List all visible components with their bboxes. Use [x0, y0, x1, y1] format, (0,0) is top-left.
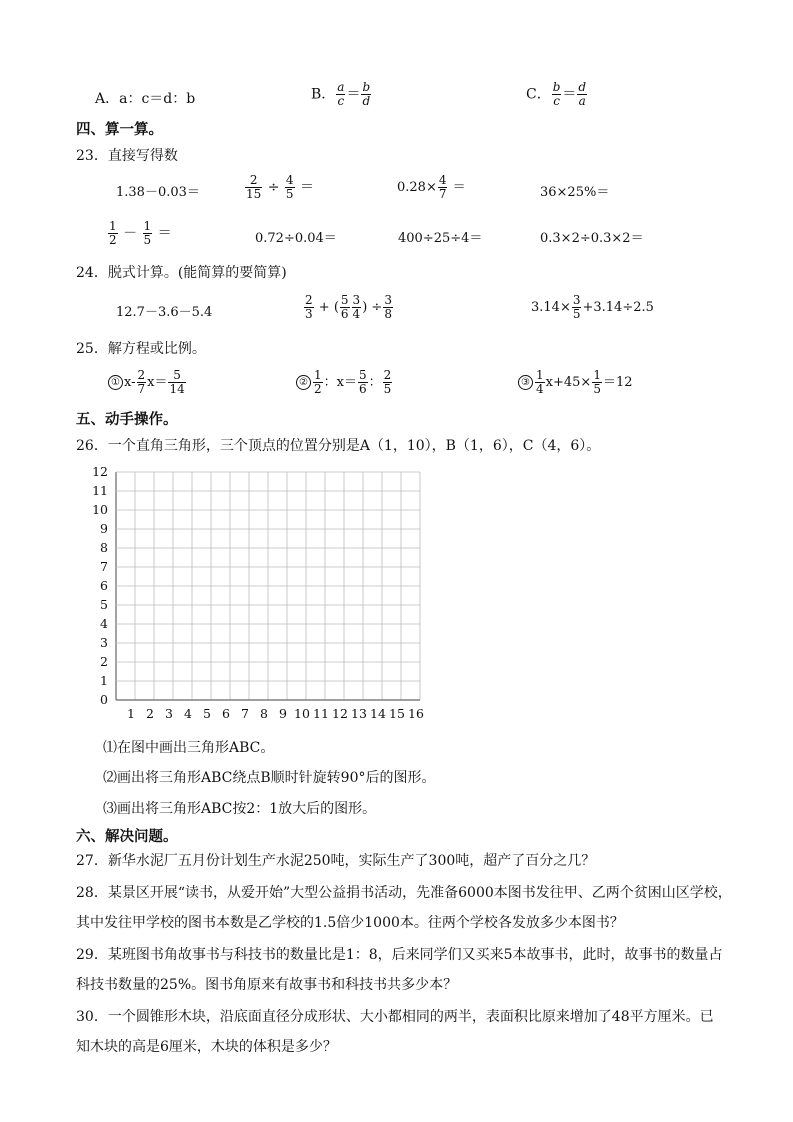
- x-axis-label: 15: [389, 706, 405, 721]
- equals: ＝: [300, 179, 315, 196]
- frac-num: 4: [438, 173, 447, 187]
- x-axis-label: 4: [184, 706, 192, 721]
- frac-num: 5: [168, 369, 185, 383]
- q29-line-1: 29．某班图书角故事书与科技书的数量比是1：8，后来同学们又买来5本故事书，此时，故事书的数量占: [76, 947, 723, 963]
- x-axis-label: 7: [241, 706, 249, 721]
- expr-text: x-: [124, 375, 136, 390]
- q23-expr-2: [244, 174, 314, 201]
- frac-den: 4: [536, 382, 544, 396]
- equals: ＝: [157, 225, 172, 242]
- frac-den: 5: [143, 233, 152, 247]
- option-c: [526, 81, 588, 108]
- q25-eq-2: [296, 369, 393, 396]
- section-6-title: 六、解决问题。: [76, 829, 178, 845]
- operator: ÷: [267, 179, 280, 196]
- frac-num: 2: [245, 174, 262, 188]
- x-axis-label: 12: [332, 706, 348, 721]
- frac-den: 14: [169, 382, 185, 396]
- operator: －: [123, 225, 138, 242]
- frac-num: 1: [314, 368, 322, 382]
- y-axis-label: 5: [100, 597, 108, 612]
- q30-line-1: 30．一个圆锥形木块，沿底面直径分成形状、大小都相同的两半，表面积比原来增加了48平方厘米。已: [76, 1009, 714, 1025]
- q25-title: 25．解方程或比例。: [76, 341, 206, 357]
- q24-title: 24．脱式计算。(能简算的要简算): [76, 265, 287, 281]
- q23-expr-6: 0.72÷0.04＝: [255, 231, 337, 246]
- q26-title: 26．一个直角三角形，三个顶点的位置分别是A（1，10），B（1，6），C（4，6）。: [76, 438, 601, 454]
- expr-text: 0.28×: [397, 180, 437, 195]
- frac-num: 1: [593, 368, 601, 382]
- y-axis-label: 11: [92, 483, 108, 498]
- x-axis-label: 5: [203, 706, 211, 721]
- q23-expr-3: [397, 174, 466, 201]
- q23-expr-7: 400÷25÷4＝: [398, 231, 483, 246]
- q23-expr-4: 36×25%＝: [540, 185, 610, 200]
- y-axis-labels: [92, 464, 108, 707]
- q26-sub-1: ⑴在图中画出三角形ABC。: [103, 740, 275, 756]
- x-axis-label: 6: [222, 706, 230, 721]
- frac-num: b: [362, 80, 371, 94]
- grid-lines: [116, 472, 420, 700]
- y-axis-label: 3: [100, 635, 108, 650]
- q30-line-2: 知木块的高是6厘米，木块的体积是多少？: [76, 1039, 337, 1055]
- frac-num: 2: [305, 293, 313, 307]
- x-axis-label: 11: [313, 706, 329, 721]
- x-axis-labels: [127, 706, 424, 721]
- frac-den: c: [553, 94, 560, 108]
- frac-num: 3: [384, 293, 392, 307]
- frac-num: 5: [358, 368, 367, 382]
- q29-line-2: 科技书数量的25%。图书角原来有故事书和科技书共多少本？: [76, 977, 458, 993]
- x-axis-label: 14: [370, 706, 386, 721]
- frac-den: 2: [109, 233, 117, 247]
- frac-den: 6: [358, 382, 367, 396]
- frac-den: 5: [593, 382, 601, 396]
- frac-den: 15: [246, 187, 262, 201]
- y-axis-label: 9: [100, 521, 108, 536]
- x-axis-label: 13: [351, 706, 367, 721]
- frac-num: 1: [536, 368, 544, 382]
- y-axis-label: 12: [92, 464, 108, 479]
- operator: ÷: [371, 300, 383, 315]
- frac-den: c: [337, 94, 345, 108]
- x-axis-label: 2: [146, 706, 154, 721]
- frac-num: 5: [340, 293, 349, 307]
- x-axis-label: 3: [165, 706, 173, 721]
- option-c-label: C．: [526, 86, 551, 103]
- circled-number: ②: [296, 375, 311, 390]
- operator: +: [318, 300, 330, 315]
- expr-text: +3.14÷2.5: [582, 300, 654, 315]
- equals: ＝: [562, 86, 577, 103]
- x-axis-label: 8: [260, 706, 268, 721]
- q23-expr-8: 0.3×2÷0.3×2＝: [540, 231, 644, 246]
- x-axis-label: 9: [279, 706, 287, 721]
- section-4-title: 四、算一算。: [76, 122, 163, 138]
- q28-line-1: 28．某景区开展“读书，从爱开始”大型公益捐书活动，先准备6000本图书发往甲、乙两个贫困山区学校，: [76, 885, 732, 901]
- frac-num: b: [552, 80, 561, 94]
- frac-den: 2: [314, 382, 322, 396]
- frac-den: 5: [383, 382, 392, 396]
- expr-text: ：x＝: [323, 375, 357, 390]
- expr-text: 3.14×: [531, 300, 571, 315]
- option-b-label: B．: [311, 86, 336, 103]
- circled-number: ①: [108, 375, 123, 390]
- frac-num: 4: [285, 173, 294, 187]
- coordinate-grid[interactable]: [80, 462, 440, 724]
- option-b: [311, 81, 372, 108]
- q24-expr-2: [303, 294, 394, 321]
- y-axis-label: 10: [92, 502, 108, 517]
- frac-num: 2: [383, 368, 392, 382]
- expr-text: ：: [368, 375, 382, 390]
- y-axis-label: 4: [100, 616, 108, 631]
- frac-num: d: [578, 80, 587, 94]
- frac-den: 3: [305, 307, 313, 321]
- y-axis-label: 2: [100, 654, 108, 669]
- frac-den: 5: [285, 187, 294, 201]
- expr-text: x＝: [147, 375, 168, 390]
- q25-eq-3: [518, 369, 633, 396]
- frac-den: 5: [572, 307, 581, 321]
- y-axis-label: 1: [100, 673, 108, 688]
- q23-expr-1: 1.38－0.03＝: [116, 185, 200, 200]
- q24-expr-3: [531, 294, 654, 321]
- paren: (: [333, 300, 339, 315]
- paren: ): [362, 300, 368, 315]
- y-axis-label: 8: [100, 540, 108, 555]
- q23-title: 23．直接写得数: [76, 148, 178, 164]
- q24-expr-1: 12.7－3.6－5.4: [116, 305, 213, 320]
- q26-sub-3: ⑶画出将三角形ABC按2：1放大后的图形。: [103, 801, 377, 817]
- y-axis-label: 0: [100, 692, 108, 707]
- frac-num: 2: [137, 368, 146, 382]
- frac-den: 7: [438, 187, 447, 201]
- q27-text: 27．新华水泥厂五月份计划生产水泥250吨，实际生产了300吨，超产了百分之几？: [76, 853, 596, 869]
- frac-num: 1: [143, 219, 152, 233]
- frac-den: 7: [137, 382, 146, 396]
- q28-line-2: 其中发往甲学校的图书本数是乙学校的1.5倍少1000本。往两个学校各发放多少本图书？: [76, 915, 624, 931]
- x-axis-label: 1: [127, 706, 135, 721]
- option-a: A．a：c＝d：b: [95, 91, 196, 107]
- section-5-title: 五、动手操作。: [76, 412, 178, 428]
- frac-den: 4: [352, 307, 361, 321]
- frac-den: 8: [384, 307, 392, 321]
- equals: ＝: [346, 86, 361, 103]
- expr-text: x+45×: [545, 375, 592, 390]
- frac-den: 6: [340, 307, 349, 321]
- q25-eq-1: [108, 369, 187, 396]
- x-axis-label: 16: [408, 706, 424, 721]
- frac-num: 1: [109, 219, 117, 233]
- circled-number: ③: [518, 375, 533, 390]
- equals: ＝: [452, 180, 466, 195]
- frac-num: a: [337, 80, 345, 94]
- y-axis-label: 7: [100, 559, 108, 574]
- frac-den: d: [362, 94, 371, 108]
- frac-num: 3: [572, 293, 581, 307]
- expr-text: ＝12: [602, 375, 633, 390]
- q26-sub-2: ⑵画出将三角形ABC绕点B顺时针旋转90°后的图形。: [103, 770, 436, 786]
- y-axis-label: 6: [100, 578, 108, 593]
- q23-expr-5: [107, 220, 172, 247]
- frac-num: 3: [352, 293, 361, 307]
- x-axis-label: 10: [294, 706, 310, 721]
- frac-den: a: [578, 94, 586, 108]
